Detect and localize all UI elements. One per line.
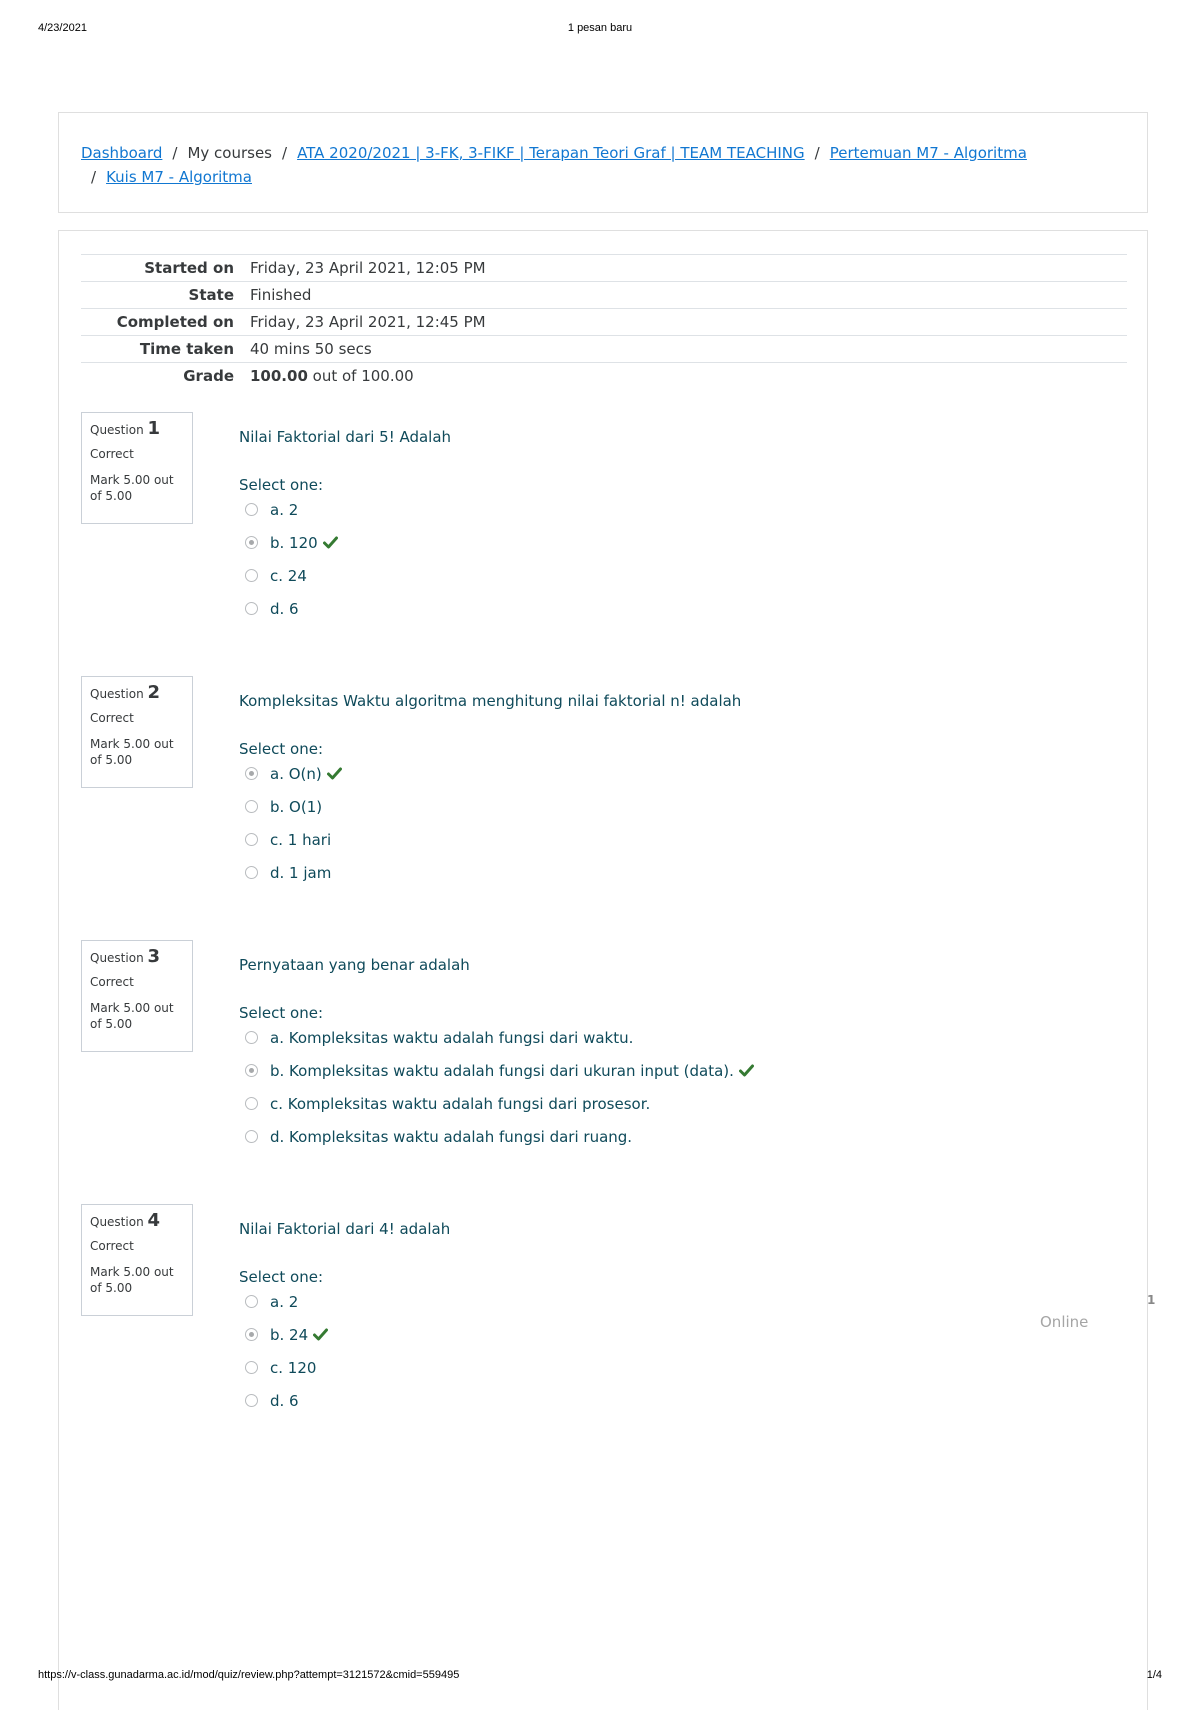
summary-row (81, 282, 1127, 309)
question-text: Nilai Faktorial dari 4! adalah (239, 1220, 451, 1238)
print-page-number: 1/4 (1146, 1669, 1162, 1681)
radio-icon[interactable] (245, 1097, 258, 1110)
radio-selected-icon[interactable] (245, 536, 258, 549)
answer-option[interactable] (239, 1357, 1099, 1390)
answer-option-label: a. 2 (270, 501, 299, 519)
answer-option[interactable] (239, 499, 1099, 532)
breadcrumb-dashboard-link[interactable]: Dashboard (81, 144, 163, 162)
answer-option[interactable] (239, 1291, 1099, 1324)
answer-option-label: d. 6 (270, 1392, 299, 1410)
answer-option[interactable] (239, 829, 1099, 862)
breadcrumb (81, 141, 1121, 189)
question-content (239, 676, 1099, 895)
answer-option-label: d. 6 (270, 600, 299, 618)
answer-option[interactable] (239, 1324, 1099, 1357)
question-number (90, 946, 184, 967)
select-one-prompt: Select one: (239, 740, 324, 758)
answer-option-label: b. Kompleksitas waktu adalah fungsi dari ukuran input (data). (270, 1062, 734, 1080)
question-info (81, 676, 193, 788)
question-label: Question (90, 423, 144, 437)
summary-row (81, 336, 1127, 363)
answer-option-label: b. 24 (270, 1326, 309, 1344)
radio-icon[interactable] (245, 1295, 258, 1308)
answer-option[interactable] (239, 1126, 1099, 1159)
question-mark: Mark 5.00 out of 5.00 (90, 1265, 174, 1295)
answer-option-label: c. 24 (270, 567, 307, 585)
question-state: Correct (90, 447, 134, 461)
question-mark: Mark 5.00 out of 5.00 (90, 737, 174, 767)
question-text: Kompleksitas Waktu algoritma menghitung nilai faktorial n! adalah (239, 692, 742, 710)
answer-option[interactable] (239, 1027, 1099, 1060)
grade-value (250, 363, 1127, 390)
summary-row (81, 255, 1127, 282)
answer-option-label: b. 120 (270, 534, 318, 552)
summary-label: Grade (183, 367, 234, 385)
correct-check-icon (327, 767, 342, 780)
print-url: https://v-class.gunadarma.ac.id/mod/quiz/review.php?attempt=3121572&cmid=559495 (38, 1669, 460, 1681)
answer-option[interactable] (239, 598, 1099, 631)
answer-option[interactable] (239, 796, 1099, 829)
select-one-prompt: Select one: (239, 1268, 324, 1286)
summary-label: Time taken (139, 340, 234, 358)
answer-options (239, 499, 1099, 631)
breadcrumb-card (58, 112, 1148, 213)
summary-label: Completed on (116, 313, 234, 331)
print-header (0, 22, 1200, 36)
answer-option-label: d. Kompleksitas waktu adalah fungsi dari ruang. (270, 1128, 633, 1146)
radio-selected-icon[interactable] (245, 767, 258, 780)
grade-score: 100.00 (250, 367, 308, 385)
radio-icon[interactable] (245, 1394, 258, 1407)
summary-value: 40 mins 50 secs (250, 340, 372, 358)
answer-option[interactable] (239, 862, 1099, 895)
answer-options (239, 1291, 1099, 1423)
summary-value: Friday, 23 April 2021, 12:05 PM (250, 259, 486, 277)
answer-options (239, 1027, 1099, 1159)
question-text: Pernyataan yang benar adalah (239, 956, 470, 974)
question-number-value: 3 (147, 946, 161, 967)
question-number (90, 682, 184, 703)
summary-row (81, 309, 1127, 336)
answer-option-label: c. 120 (270, 1359, 317, 1377)
radio-icon[interactable] (245, 569, 258, 582)
answer-option-label: b. O(1) (270, 798, 323, 816)
radio-selected-icon[interactable] (245, 1064, 258, 1077)
answer-option[interactable] (239, 1390, 1099, 1423)
page-badge: 1 (1147, 1293, 1156, 1307)
radio-icon[interactable] (245, 503, 258, 516)
answer-option-label: d. 1 jam (270, 864, 332, 882)
breadcrumb-course-link[interactable]: ATA 2020/2021 | 3-FK, 3-FIKF | Terapan Teori Graf | TEAM TEACHING (297, 144, 805, 162)
radio-icon[interactable] (245, 602, 258, 615)
summary-row (81, 363, 1127, 390)
question-content (239, 940, 1099, 1159)
question-info (81, 1204, 193, 1316)
question-number-value: 2 (147, 682, 161, 703)
answer-option-label: a. 2 (270, 1293, 299, 1311)
print-title: 1 pesan baru (567, 22, 633, 34)
correct-check-icon (739, 1064, 754, 1077)
answer-option-label: a. Kompleksitas waktu adalah fungsi dari waktu. (270, 1029, 634, 1047)
radio-icon[interactable] (245, 1130, 258, 1143)
answer-option-label: a. O(n) (270, 765, 322, 783)
correct-check-icon (313, 1328, 328, 1341)
question-text: Nilai Faktorial dari 5! Adalah (239, 428, 452, 446)
breadcrumb-separator: / (814, 144, 820, 162)
summary-label: State (188, 286, 234, 304)
breadcrumb-separator: / (91, 168, 97, 186)
print-date: 4/23/2021 (38, 22, 87, 34)
answer-option-label: c. 1 hari (270, 831, 332, 849)
answer-option[interactable] (239, 1093, 1099, 1126)
question-state: Correct (90, 975, 134, 989)
attempt-summary-table (81, 254, 1127, 389)
quiz-review-card (58, 230, 1148, 1710)
question-content (239, 1204, 1099, 1423)
question-number (90, 418, 184, 439)
question-state: Correct (90, 1239, 134, 1253)
correct-check-icon (323, 536, 338, 549)
question-number-value: 1 (147, 418, 161, 439)
answer-option-label: c. Kompleksitas waktu adalah fungsi dari prosesor. (270, 1095, 651, 1113)
breadcrumb-separator: / (282, 144, 288, 162)
question-number-value: 4 (147, 1210, 161, 1231)
question-content (239, 412, 1099, 631)
answer-options (239, 763, 1099, 895)
question-info (81, 940, 193, 1052)
summary-value: Friday, 23 April 2021, 12:45 PM (250, 313, 486, 331)
select-one-prompt: Select one: (239, 476, 324, 494)
breadcrumb-section-link[interactable]: Pertemuan M7 - Algoritma (829, 144, 1027, 162)
question-label: Question (90, 687, 144, 701)
breadcrumb-separator: / (172, 144, 178, 162)
radio-selected-icon[interactable] (245, 1328, 258, 1341)
breadcrumb-quiz-link[interactable]: Kuis M7 - Algoritma (106, 168, 252, 186)
answer-option[interactable] (239, 1060, 1099, 1093)
radio-icon[interactable] (245, 800, 258, 813)
question-number (90, 1210, 184, 1231)
question-label: Question (90, 951, 144, 965)
radio-icon[interactable] (245, 1361, 258, 1374)
radio-icon[interactable] (245, 866, 258, 879)
answer-option[interactable] (239, 532, 1099, 565)
question-mark: Mark 5.00 out of 5.00 (90, 473, 174, 503)
question-info (81, 412, 193, 524)
question-mark: Mark 5.00 out of 5.00 (90, 1001, 174, 1031)
radio-icon[interactable] (245, 833, 258, 846)
select-one-prompt: Select one: (239, 1004, 324, 1022)
summary-value: Finished (250, 286, 312, 304)
answer-option[interactable] (239, 763, 1099, 796)
question-label: Question (90, 1215, 144, 1229)
radio-icon[interactable] (245, 1031, 258, 1044)
print-footer (0, 1669, 1200, 1683)
summary-label: Started on (144, 259, 234, 277)
online-status: Online (1040, 1313, 1089, 1331)
answer-option[interactable] (239, 565, 1099, 598)
question-state: Correct (90, 711, 134, 725)
breadcrumb-my-courses: My courses (187, 144, 272, 162)
grade-out-of: out of 100.00 (307, 367, 414, 385)
